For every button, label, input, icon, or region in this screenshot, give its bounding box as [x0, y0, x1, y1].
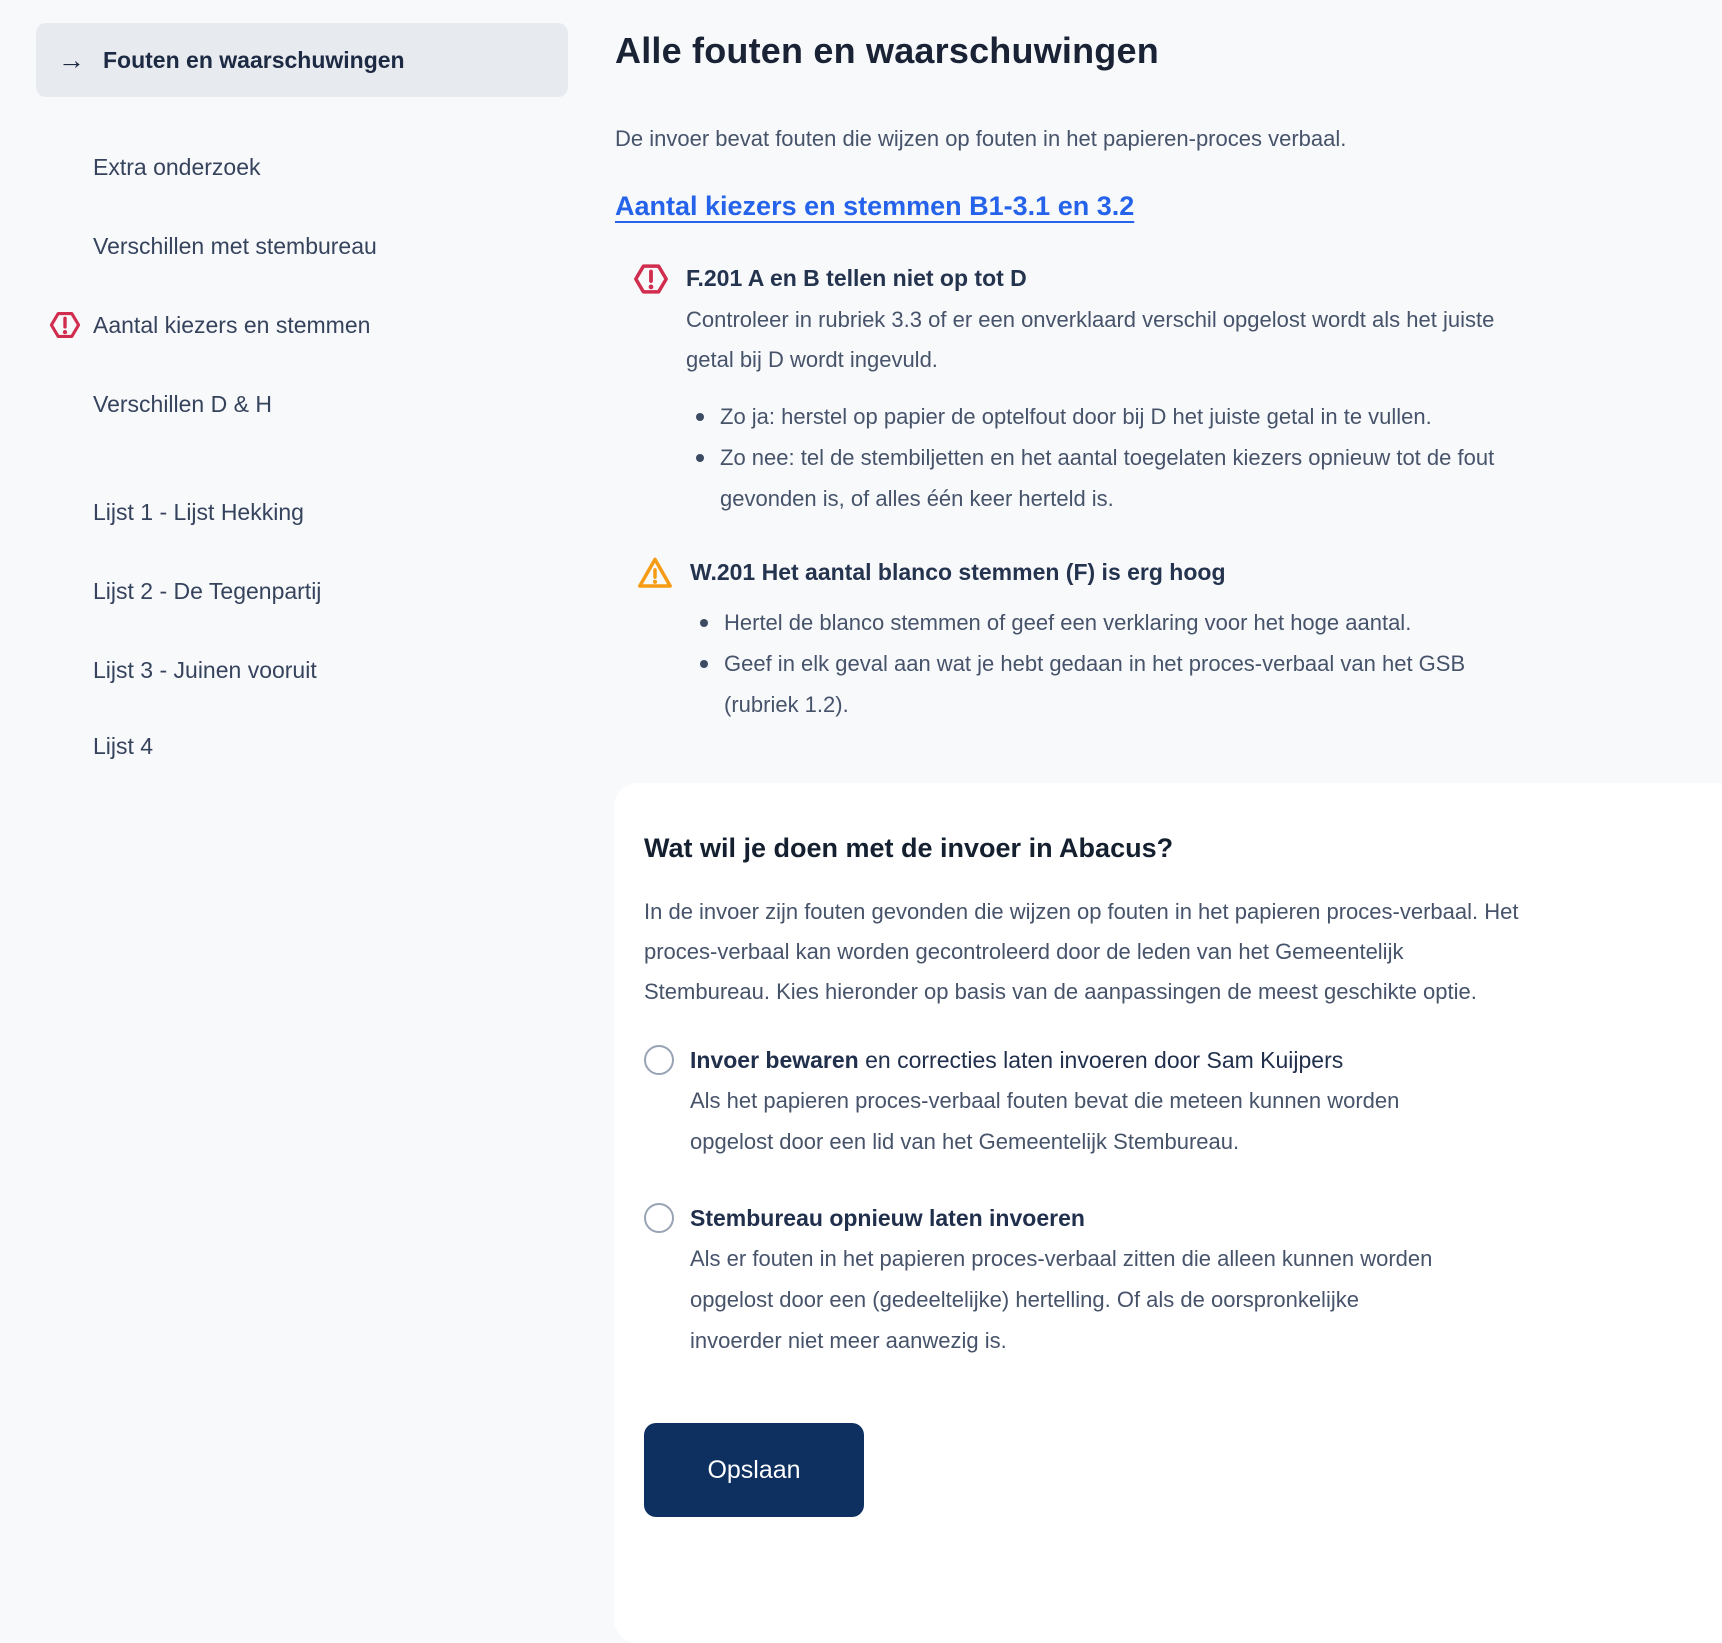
error-hexagon-icon: [632, 260, 670, 298]
warning-title: W.201 Het aantal blanco stemmen (F) is erg hoog: [690, 559, 1226, 585]
error-description: Controleer in rubriek 3.3 of er een onverklaard verschil opgelost wordt als het juiste getal bij D wordt ingevuld.: [686, 307, 1495, 372]
sidebar-active-label: Fouten en waarschuwingen: [103, 46, 405, 73]
radio-stembureau-opnieuw[interactable]: [644, 1203, 674, 1233]
sidebar-item-verschillen-met-stembureau[interactable]: Verschillen met stembureau: [93, 233, 377, 259]
error-bullet-list: [686, 396, 1596, 519]
radio-invoer-bewaren[interactable]: [644, 1045, 674, 1075]
section-link-aantal-kiezers[interactable]: Aantal kiezers en stemmen B1-3.1 en 3.2: [615, 191, 1135, 221]
sidebar-item-extra-onderzoek[interactable]: Extra onderzoek: [93, 154, 261, 180]
card-title: Wat wil je doen met de invoer in Abacus?: [644, 833, 1174, 863]
sidebar-item-aantal-kiezers-en-stemmen[interactable]: Aantal kiezers en stemmen: [93, 312, 371, 338]
sidebar-item-fouten-en-waarschuwingen[interactable]: [36, 23, 568, 97]
option-description: Als er fouten in het papieren proces-verbaal zitten die alleen kunnen worden opgelost door een (gedeeltelijke) hertelling. Of als de oorspronkelijke invoerder niet meer aanwezig is.: [690, 1246, 1433, 1353]
warning-bullet: Geef in elk geval aan wat je hebt gedaan in het proces-verbaal van het GSB (rubriek 1.2).: [690, 643, 1524, 725]
arrow-right-icon: →: [58, 44, 85, 75]
error-bullet: Zo nee: tel de stembiljetten en het aantal toegelaten kiezers opnieuw tot de fout gevonden is, of alles één keer herteld is.: [686, 437, 1596, 519]
warning-block-w201: [636, 552, 1524, 725]
save-button[interactable]: Opslaan: [644, 1423, 864, 1517]
warning-bullet-list: [690, 602, 1524, 725]
warning-triangle-icon: [636, 554, 674, 592]
page-title: Alle fouten en waarschuwingen: [615, 30, 1159, 71]
sidebar-item-verschillen-d-h[interactable]: Verschillen D & H: [93, 391, 272, 417]
error-title: F.201 A en B tellen niet op tot D: [686, 265, 1027, 291]
option-invoer-bewaren[interactable]: [644, 1042, 1714, 1162]
error-bullet: Zo ja: herstel op papier de optelfout door bij D het juiste getal in te vullen.: [686, 396, 1596, 437]
option-label: Stembureau opnieuw laten invoeren: [690, 1205, 1085, 1231]
sidebar-item-lijst-3[interactable]: Lijst 3 - Juinen vooruit: [93, 657, 317, 683]
sidebar-item-lijst-4[interactable]: Lijst 4: [93, 733, 154, 759]
option-label: Invoer bewaren en correcties laten invoeren door Sam Kuijpers: [690, 1047, 1344, 1073]
option-description: Als het papieren proces-verbaal fouten bevat die meteen kunnen worden opgelost door een lid van het Gemeentelijk Stembureau.: [690, 1088, 1400, 1154]
sidebar-item-lijst-1[interactable]: Lijst 1 - Lijst Hekking: [93, 499, 304, 525]
option-stembureau-opnieuw[interactable]: [644, 1200, 1714, 1361]
sidebar-item-lijst-2[interactable]: Lijst 2 - De Tegenpartij: [93, 578, 322, 604]
error-block-f201: [632, 258, 1596, 519]
card-description: In de invoer zijn fouten gevonden die wijzen op fouten in het papieren proces-verbaal. Het proces-verbaal kan worden gecontroleerd door de leden van het Gemeentelijk Stembureau. Kies hieronder op basis van de aanpassingen de meest geschikte optie.: [644, 899, 1519, 1004]
intro-text: De invoer bevat fouten die wijzen op fouten in het papieren-proces verbaal.: [615, 126, 1347, 151]
sidebar: [0, 0, 600, 1597]
option-group: [644, 1042, 1714, 1361]
error-hexagon-icon: [48, 308, 82, 342]
decision-card: [614, 783, 1722, 1643]
warning-bullet: Hertel de blanco stemmen of geef een verklaring voor het hoge aantal.: [690, 602, 1524, 643]
